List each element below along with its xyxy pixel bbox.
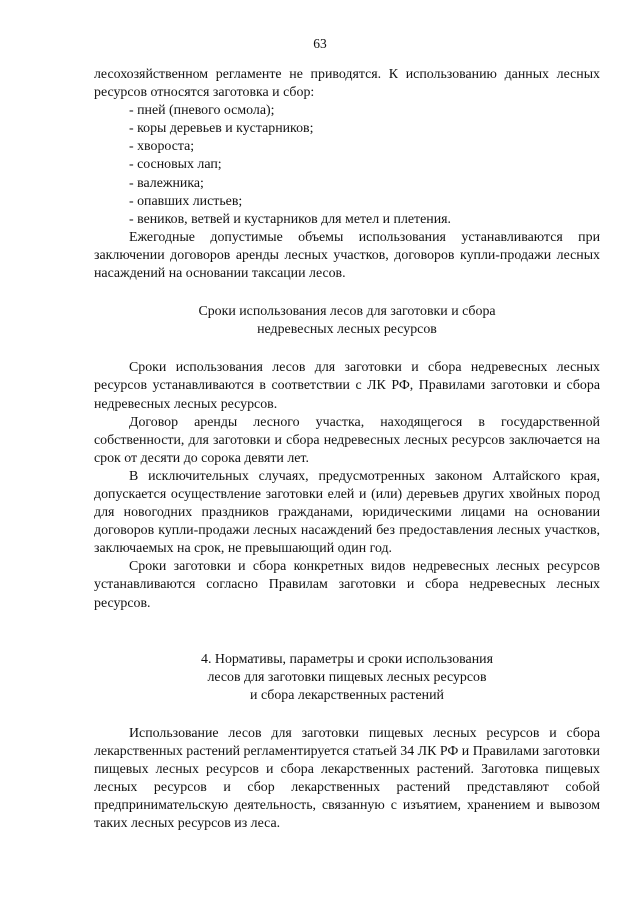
page-content <box>94 66 600 833</box>
list-item: - сосновых лап; <box>129 157 222 173</box>
heading-line: 4. Нормативы, параметры и сроки использования <box>201 651 493 667</box>
list-item: - коры деревьев и кустарников; <box>129 121 314 137</box>
list-item: - веников, ветвей и кустарников для метел и плетения. <box>129 211 452 227</box>
section-heading-terms <box>94 303 600 339</box>
heading-line: Сроки использования лесов для заготовки и сбора <box>198 304 496 320</box>
heading-line: и сбора лекарственных растений <box>250 687 444 703</box>
list-item: - пней (пневого осмола); <box>129 103 275 119</box>
list-item: - хвороста; <box>129 139 195 155</box>
intro-lead-paragraph: лесохозяйственном регламенте не приводятся. К использованию данных лесных ресурсов относятся заготовка и сбор: <box>94 67 600 101</box>
heading-line: лесов для заготовки пищевых лесных ресурсов <box>207 669 487 685</box>
list-item: - опавших листьев; <box>129 193 243 209</box>
body-paragraph: Использование лесов для заготовки пищевых лесных ресурсов и сбора лекарственных растений регламентируется статьей 34 ЛК РФ и Правилами заготовки пищевых лесных ресурсов и сбора лекарственных растений. Заготовка пищевых лесных ресурсов и сбор лекарственных растений представляют собой предпринимательскую деятельность, связанную с изъятием, хранением и вывозом таких лесных ресурсов из леса. <box>94 725 600 832</box>
section-heading-food-resources <box>94 651 600 705</box>
resource-list <box>94 102 600 229</box>
heading-line: недревесных лесных ресурсов <box>257 322 437 338</box>
body-paragraph: В исключительных случаях, предусмотренных законом Алтайского края, допускается осуществление заготовки елей и (или) деревьев других хвойных пород для новогодних праздников гражданами, юридическими лицами на основании договоров купли-продажи лесных насаждений без предоставления лесных участков, заключаемых на срок, не превышающий один год. <box>94 468 600 557</box>
body-paragraph: Сроки использования лесов для заготовки и сбора недревесных лесных ресурсов устанавливаются в соответствии с ЛК РФ, Правилами заготовки и сбора недревесных лесных ресурсов. <box>94 360 600 412</box>
page-number: 63 <box>313 36 327 51</box>
intro-closing-paragraph: Ежегодные допустимые объемы использования устанавливаются при заключении договоров аренды лесных участков, договоров купли-продажи лесных насаждений на основании таксации лесов. <box>94 229 600 282</box>
body-paragraph: Сроки заготовки и сбора конкретных видов недревесных лесных ресурсов устанавливаются согласно Правилам заготовки и сбора недревесных лесных ресурсов. <box>94 559 600 611</box>
body-paragraph: Договор аренды лесного участка, находящегося в государственной собственности, для заготовки и сбора недревесных лесных ресурсов заключается на срок от десяти до сорока девяти лет. <box>94 414 600 466</box>
list-item: - валежника; <box>129 175 204 191</box>
